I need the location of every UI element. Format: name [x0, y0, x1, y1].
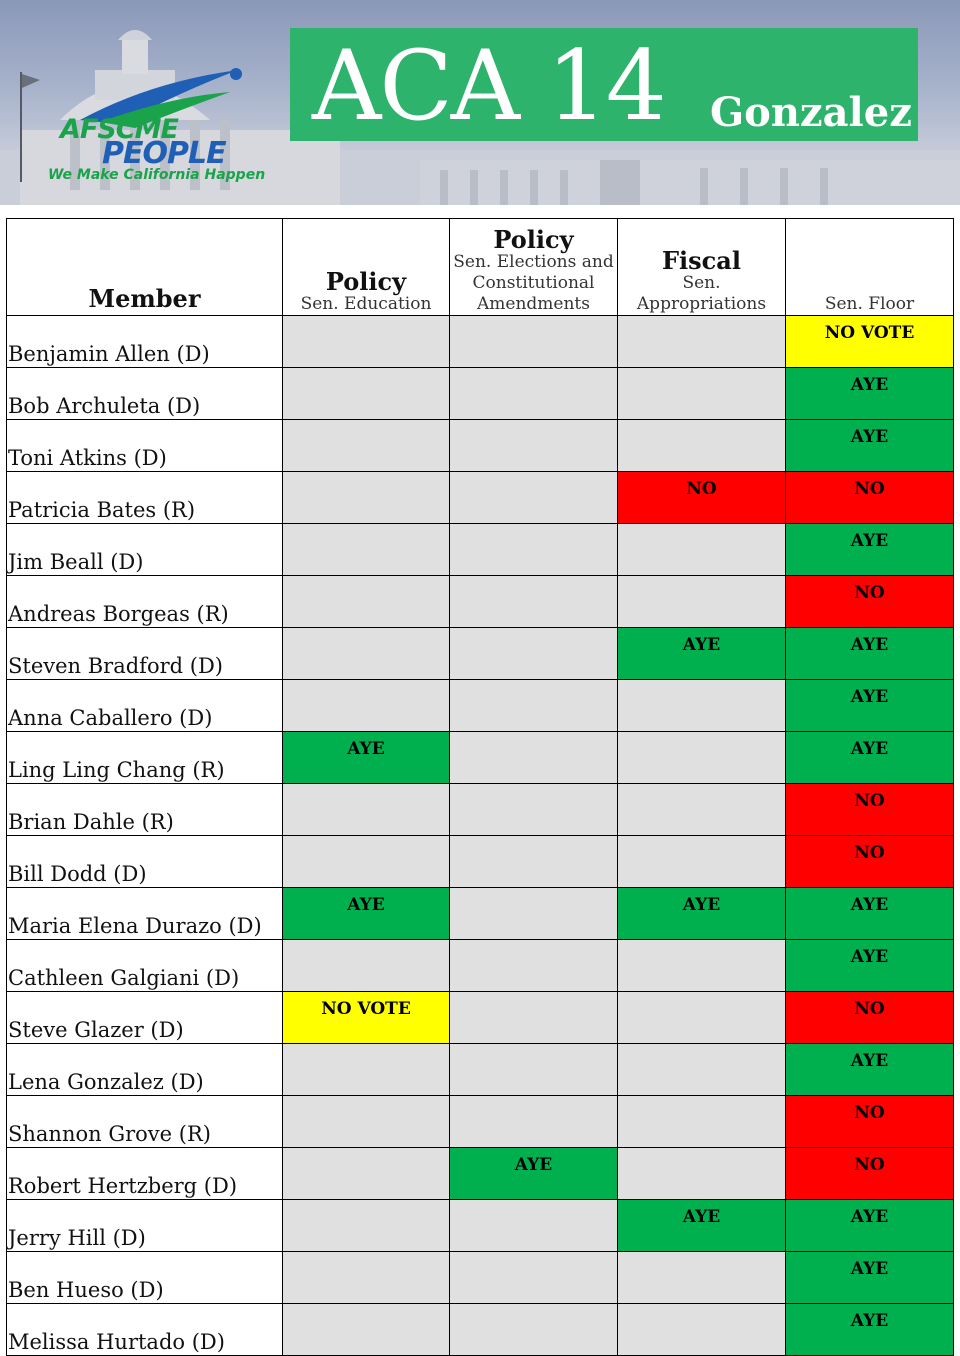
vote-cell-elections: [450, 1200, 618, 1252]
vote-cell-appropriations: [618, 316, 786, 368]
vote-cell-appropriations: [618, 680, 786, 732]
vote-cell-floor: NO: [786, 836, 954, 888]
vote-table-body: [7, 316, 954, 1356]
vote-cell-appropriations: [618, 1096, 786, 1148]
table-row: [7, 420, 954, 472]
vote-cell-education: [283, 1096, 450, 1148]
vote-cell-education: [283, 836, 450, 888]
member-name: Maria Elena Durazo (D): [7, 888, 283, 940]
table-row: [7, 1252, 954, 1304]
vote-cell-elections: [450, 940, 618, 992]
vote-cell-appropriations: [618, 420, 786, 472]
column-category: Policy: [493, 225, 574, 254]
vote-cell-education: [283, 940, 450, 992]
vote-cell-appropriations: [618, 524, 786, 576]
vote-cell-education: [283, 680, 450, 732]
member-name: Patricia Bates (R): [7, 472, 283, 524]
vote-cell-appropriations: AYE: [618, 888, 786, 940]
vote-cell-elections: [450, 368, 618, 420]
table-row: [7, 1304, 954, 1356]
header-banner: [0, 0, 960, 205]
vote-cell-education: [283, 1044, 450, 1096]
member-name: Benjamin Allen (D): [7, 316, 283, 368]
column-header-education: [283, 219, 450, 316]
vote-cell-floor: AYE: [786, 888, 954, 940]
vote-cell-floor: AYE: [786, 420, 954, 472]
vote-cell-elections: [450, 784, 618, 836]
bill-author: Gonzalez: [710, 89, 912, 136]
vote-record-table: [6, 218, 954, 1356]
table-row: [7, 1200, 954, 1252]
vote-cell-floor: AYE: [786, 628, 954, 680]
column-committee: Sen. Appropriations: [636, 273, 767, 314]
column-header-elections: [450, 219, 618, 316]
vote-cell-appropriations: [618, 1044, 786, 1096]
vote-cell-floor: AYE: [786, 680, 954, 732]
vote-cell-elections: [450, 316, 618, 368]
vote-cell-appropriations: [618, 1252, 786, 1304]
table-header-row: [7, 219, 954, 316]
member-name: Bill Dodd (D): [7, 836, 283, 888]
vote-cell-floor: NO: [786, 1096, 954, 1148]
column-category: Fiscal: [662, 246, 741, 275]
vote-cell-elections: [450, 992, 618, 1044]
logo-people-text: PEOPLE: [102, 136, 226, 171]
member-name: Toni Atkins (D): [7, 420, 283, 472]
column-category: Policy: [325, 267, 407, 296]
member-name: Jim Beall (D): [7, 524, 283, 576]
table-row: [7, 680, 954, 732]
vote-cell-appropriations: [618, 836, 786, 888]
table-row: [7, 628, 954, 680]
column-committee: Sen. Floor: [824, 294, 915, 314]
vote-cell-elections: AYE: [450, 1148, 618, 1200]
vote-cell-floor: NO: [786, 1148, 954, 1200]
vote-cell-elections: [450, 680, 618, 732]
member-name: Jerry Hill (D): [7, 1200, 283, 1252]
logo-afscme-text: AFSCME: [60, 114, 178, 145]
vote-cell-elections: [450, 888, 618, 940]
table-row: [7, 992, 954, 1044]
vote-cell-floor: AYE: [786, 368, 954, 420]
member-name: Andreas Borgeas (R): [7, 576, 283, 628]
vote-cell-appropriations: [618, 368, 786, 420]
member-name: Cathleen Galgiani (D): [7, 940, 283, 992]
vote-cell-education: [283, 628, 450, 680]
vote-cell-appropriations: [618, 992, 786, 1044]
column-committee: Sen. Education: [300, 294, 432, 314]
member-name: Shannon Grove (R): [7, 1096, 283, 1148]
vote-cell-education: NO VOTE: [283, 992, 450, 1044]
vote-cell-floor: NO VOTE: [786, 316, 954, 368]
vote-cell-floor: AYE: [786, 1304, 954, 1356]
member-name: Steven Bradford (D): [7, 628, 283, 680]
table-row: [7, 1044, 954, 1096]
logo-tagline: We Make California Happen: [48, 167, 266, 183]
member-name: Bob Archuleta (D): [7, 368, 283, 420]
vote-cell-appropriations: [618, 940, 786, 992]
vote-cell-education: [283, 1304, 450, 1356]
vote-cell-floor: AYE: [786, 524, 954, 576]
table-row: [7, 316, 954, 368]
vote-cell-floor: AYE: [786, 1200, 954, 1252]
member-name: Ben Hueso (D): [7, 1252, 283, 1304]
vote-cell-elections: [450, 1252, 618, 1304]
vote-cell-floor: NO: [786, 576, 954, 628]
vote-cell-elections: [450, 1304, 618, 1356]
vote-cell-floor: AYE: [786, 1044, 954, 1096]
table-row: [7, 732, 954, 784]
member-name: Ling Ling Chang (R): [7, 732, 283, 784]
column-header-appropriations: [618, 219, 786, 316]
table-row: [7, 940, 954, 992]
vote-cell-elections: [450, 1044, 618, 1096]
bill-number: ACA 14: [312, 30, 665, 142]
vote-cell-education: [283, 524, 450, 576]
member-name: Robert Hertzberg (D): [7, 1148, 283, 1200]
bill-title-box: [290, 28, 918, 141]
vote-cell-floor: AYE: [786, 1252, 954, 1304]
vote-cell-elections: [450, 420, 618, 472]
vote-cell-appropriations: [618, 732, 786, 784]
member-name: Anna Caballero (D): [7, 680, 283, 732]
vote-cell-floor: NO: [786, 472, 954, 524]
vote-cell-education: [283, 420, 450, 472]
column-committee: Sen. Elections and Constitutional Amendments: [453, 252, 614, 314]
vote-cell-education: AYE: [283, 888, 450, 940]
vote-cell-floor: AYE: [786, 940, 954, 992]
vote-cell-floor: NO: [786, 784, 954, 836]
vote-cell-elections: [450, 732, 618, 784]
column-header-floor: [786, 219, 954, 316]
vote-cell-elections: [450, 628, 618, 680]
vote-cell-education: [283, 784, 450, 836]
vote-cell-education: AYE: [283, 732, 450, 784]
vote-cell-education: [283, 576, 450, 628]
vote-cell-appropriations: AYE: [618, 628, 786, 680]
vote-cell-education: [283, 1252, 450, 1304]
table-row: [7, 784, 954, 836]
vote-cell-elections: [450, 524, 618, 576]
vote-cell-appropriations: [618, 1304, 786, 1356]
vote-cell-education: [283, 368, 450, 420]
column-header-member: [7, 219, 283, 316]
table-row: [7, 836, 954, 888]
vote-cell-elections: [450, 836, 618, 888]
vote-cell-appropriations: NO: [618, 472, 786, 524]
vote-cell-elections: [450, 1096, 618, 1148]
table-row: [7, 1096, 954, 1148]
member-name: Melissa Hurtado (D): [7, 1304, 283, 1356]
vote-cell-education: [283, 1200, 450, 1252]
table-row: [7, 524, 954, 576]
vote-cell-education: [283, 316, 450, 368]
vote-cell-elections: [450, 576, 618, 628]
vote-cell-education: [283, 472, 450, 524]
vote-cell-elections: [450, 472, 618, 524]
vote-cell-appropriations: [618, 576, 786, 628]
vote-cell-appropriations: AYE: [618, 1200, 786, 1252]
vote-cell-floor: NO: [786, 992, 954, 1044]
table-row: [7, 576, 954, 628]
afscme-people-logo: [40, 62, 270, 192]
table-row: [7, 472, 954, 524]
vote-cell-education: [283, 1148, 450, 1200]
column-header-label: Member: [88, 284, 201, 313]
member-name: Brian Dahle (R): [7, 784, 283, 836]
member-name: Lena Gonzalez (D): [7, 1044, 283, 1096]
member-name: Steve Glazer (D): [7, 992, 283, 1044]
table-row: [7, 888, 954, 940]
vote-cell-floor: AYE: [786, 732, 954, 784]
table-row: [7, 1148, 954, 1200]
vote-cell-appropriations: [618, 1148, 786, 1200]
vote-cell-appropriations: [618, 784, 786, 836]
table-row: [7, 368, 954, 420]
